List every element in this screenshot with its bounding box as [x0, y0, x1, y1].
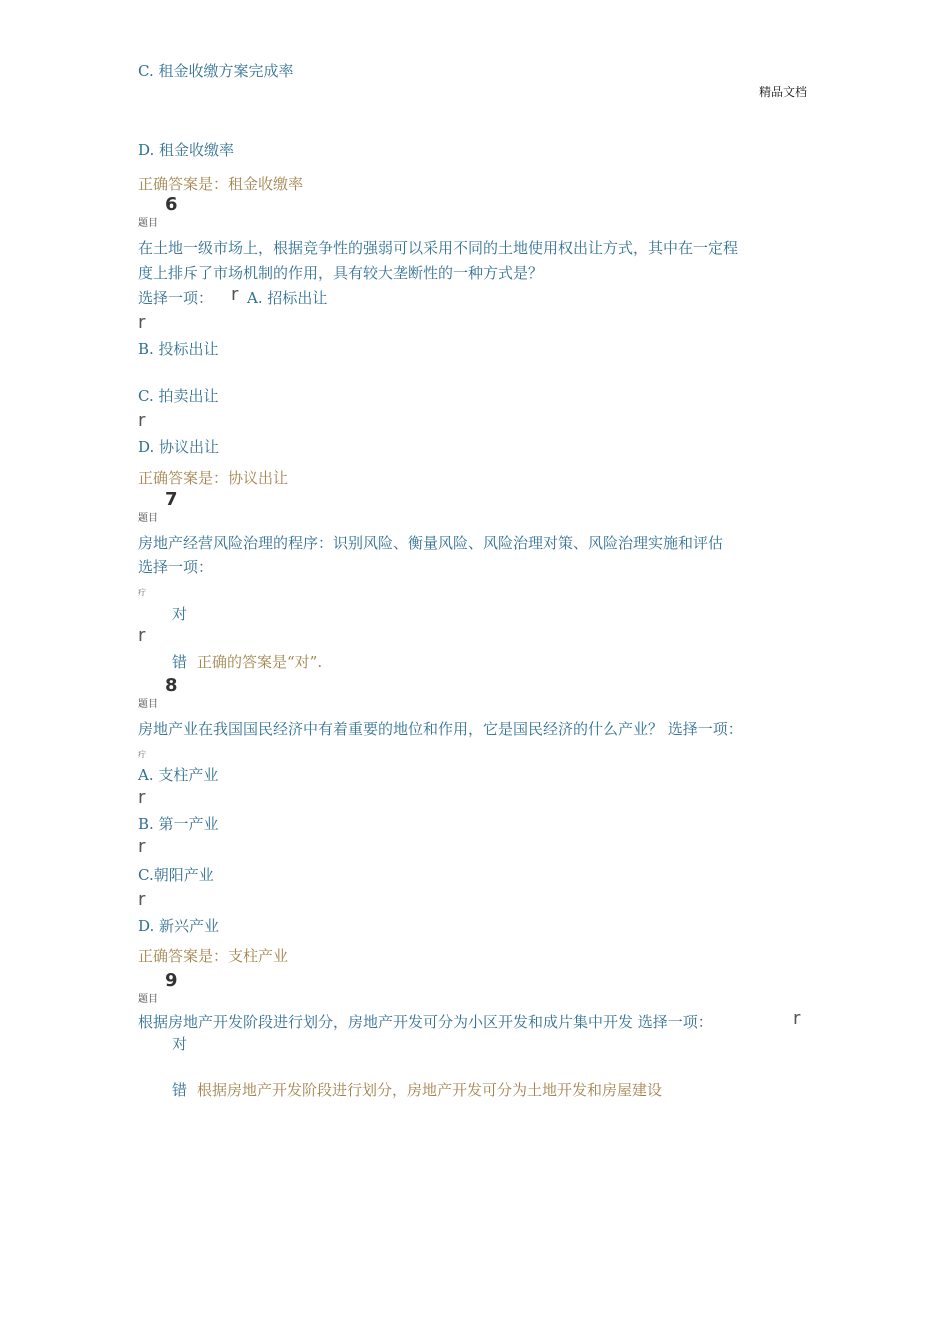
- q7-number: 7: [165, 489, 178, 510]
- q6-select-prompt: 选择一项：: [138, 289, 214, 307]
- q9-option-false[interactable]: 错: [172, 1081, 188, 1099]
- q8-radio-b-icon[interactable]: r: [138, 787, 146, 808]
- q9-answer: 根据房地产开发阶段进行划分，房地产开发可分为土地开发和房屋建设: [197, 1081, 663, 1099]
- q7-label: 题目: [138, 513, 158, 524]
- q6-label: 题目: [138, 218, 158, 229]
- q6-radio-b-icon[interactable]: r: [138, 312, 146, 333]
- q7-mark: 疔: [138, 588, 146, 597]
- q8-answer: 正确答案是：支柱产业: [138, 947, 289, 965]
- q9-label: 题目: [138, 994, 158, 1005]
- q6-option-d[interactable]: D. 协议出让: [138, 438, 220, 456]
- header-watermark: 精品文档: [759, 85, 808, 99]
- q6-option-b[interactable]: B. 投标出让: [138, 340, 219, 358]
- q7-select-prompt: 选择一项：: [138, 558, 214, 576]
- q9-number: 9: [165, 970, 178, 991]
- q6-option-a[interactable]: A. 招标出让: [247, 289, 328, 307]
- q6-radio-a-icon[interactable]: r: [231, 284, 239, 305]
- q8-option-c[interactable]: C.朝阳产业: [138, 866, 214, 884]
- q8-label: 题目: [138, 699, 158, 710]
- q5-answer: 正确答案是：租金收缴率: [138, 175, 304, 193]
- q8-radio-d-icon[interactable]: r: [138, 889, 146, 910]
- q7-answer: 正确的答案是“对”.: [197, 653, 323, 671]
- q6-radio-d-icon[interactable]: r: [138, 410, 146, 431]
- q7-question: 房地产经营风险治理的程序：识别风险、衡量风险、风险治理对策、风险治理实施和评估: [138, 534, 724, 552]
- q6-answer: 正确答案是：协议出让: [138, 469, 289, 487]
- q9-option-true[interactable]: 对: [172, 1035, 188, 1053]
- q8-question: 房地产业在我国国民经济中有着重要的地位和作用，它是国民经济的什么产业？ 选择一项：: [138, 720, 743, 738]
- q6-question-line2: 度上排斥了市场机制的作用，具有较大垄断性的一种方式是？: [138, 264, 544, 282]
- q8-mark: 疔: [138, 750, 146, 759]
- q9-question: 根据房地产开发阶段进行划分，房地产开发可分为小区开发和成片集中开发 选择一项：: [138, 1013, 713, 1031]
- q8-option-a[interactable]: A. 支柱产业: [138, 766, 219, 784]
- q7-option-false[interactable]: 错: [172, 653, 188, 671]
- q8-option-d[interactable]: D. 新兴产业: [138, 917, 220, 935]
- q8-option-b[interactable]: B. 第一产业: [138, 815, 219, 833]
- q6-number: 6: [165, 194, 178, 215]
- q8-radio-c-icon[interactable]: r: [138, 836, 146, 857]
- q7-radio-false-icon[interactable]: r: [138, 625, 146, 646]
- q5-option-d[interactable]: D. 租金收缴率: [138, 141, 235, 159]
- q6-option-c[interactable]: C. 拍卖出让: [138, 387, 219, 405]
- q7-option-true[interactable]: 对: [172, 605, 188, 623]
- q5-option-c[interactable]: C. 租金收缴方案完成率: [138, 62, 294, 80]
- q9-radio-true-icon[interactable]: r: [793, 1008, 801, 1029]
- q6-question-line1: 在土地一级市场上，根据竞争性的强弱可以采用不同的土地使用权出让方式，其中在一定程: [138, 239, 739, 257]
- q8-number: 8: [165, 675, 178, 696]
